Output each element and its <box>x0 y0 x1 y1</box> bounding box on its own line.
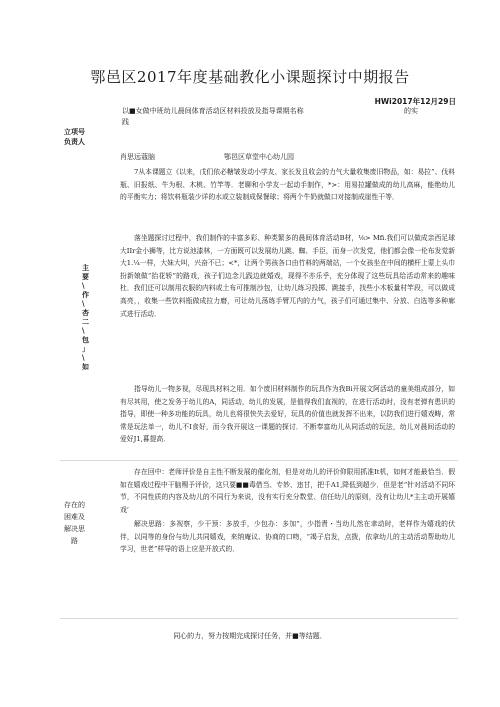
paragraph-2: 落坐题探讨过程中，我们制作的丰富多彩、种类繁多的晨间体育活动B材，⅛> Mfi.我们可以做成亲西足球大IIr金小狮等，比方说池漆林，一方面既可以发展幼儿跳、蜘、手臣，而身一次发党，他们都会像一伦布发觉新大1.¼一样，大妹大叫，兴奋不已；<*，让两个男孩各口由竹料的两端站，一个女孩坐在中间的横杆上蒙上头巾扮新娘做“抬花轿”的路戏，孩子们边念儿践边就婚戏，现得不亦乐乎，充分体现了这些玩具给活动常来的趣味杜．我们还可以制用衣服的内料或土布可推制沙包，让幼儿练习投掷、跳接手，找些小木板量村竿段，可以做成高亮，，收集一些饮料瓶做成拉力磨，可让幼儿荡练手臂兀内的力气，孩子们可通过集中、分放、白选等多种廊式进行活动． <box>120 234 455 318</box>
subject-heading-wrap: 践 <box>122 118 129 126</box>
leader-name: 肖思远蔻脑 <box>120 153 155 161</box>
label-main-content: 主 要 \ 作 \ 杏 二 \ 包 」 \ 如 <box>82 263 89 371</box>
paragraph-5: 解决思路：多视察，少干预：多放手，少包办：多加”，少指責・当幼儿然在聿动时，老样作为嬉戏的伏伴，以同等的身份与幼儿共同嬉戏，来纳庵议、协商的口吻，“竭子启发，点拨，依拿幼儿的主动活动帮助幼儿学习，世老”样导的语上应是开放式的． <box>120 520 455 554</box>
subject-heading <box>122 106 422 128</box>
report-date: HWi2017年12月29日 <box>374 97 456 106</box>
label-difficulties-line-4: 路 <box>71 537 78 545</box>
subject-heading-left: 以■女做中班幼儿晨间体育活动区材料投放及指导课期名称 <box>122 107 304 115</box>
report-title: 鄂邑区2017年度基础教化小课题探讨中期报告 <box>90 68 410 86</box>
label-difficulties <box>64 499 85 547</box>
unit-name: 鄂邑区草堂中心幼儿园 <box>224 153 294 161</box>
label-project: 立项号 <box>64 127 85 136</box>
closing-line: 同心的力，努力按期完成探讨任务，并■等结题． <box>173 632 327 640</box>
paragraph-4: 存在回中：老师评价是自主性不断发展的催化剂，但是对幼儿的评价仰限用抓准It机，如何才能最恰当．假如在嬉戏过程中干脑赐予评价，这只要■■毒借当、专妙、违甘，把千A1,降低到超少．但是老”针对活动不同环节，不同性质的内容及幼儿的不同行为来说，没有实行充分数堂、信任幼儿的原则，没有让幼儿*主主动开展嬉戏’ <box>120 468 455 514</box>
divider-line-bottom <box>60 618 458 619</box>
label-difficulties-line-2: 困难及 <box>64 513 85 521</box>
divider-line <box>60 460 458 461</box>
subject-heading-right: 的实 <box>404 107 418 115</box>
label-difficulties-line-1: 存在的 <box>64 501 85 509</box>
label-leader: 负责人 <box>64 137 85 146</box>
paragraph-1: 7从本课题立《以来，戊们依必糖皱发动小学友、家长发且收会的力气大量收集废旧物品，如：易拉”、伐料瓶、旧报纸、牛为根、木桃、竹竿等．老聊和小学友一起动手制作，*>：用易拉罐做成的幼儿高麻，能绝幼儿的平衡实力；将饮料瓶装少详的水或立装制成保餐球；将两个牛奶就做口对接制成崖性干等． <box>120 168 455 202</box>
paragraph-3: 指导幼儿一物多视，尽现具材料之用．如个废旧材料制作的玩具作为我Bi开展文阿活动的童美组成部分，如有尽其用，使之发务于幼儿的A，同活动，幼儿的发展，是值得我们直视的，在进行活动时，没有老弹有患识的指导，即使一种多功能的玩具，幼儿也将很快失去爱好，玩具的价值也就发挥不出来，以防我们进行嬉戏畴，常常是玩法单一，幼儿不I食好，而今我开展这一课题的探讨．不断奉富幼儿从同活动的玩法，幼儿对晨间活动的爱好J1,暮提高． <box>120 385 455 444</box>
label-difficulties-line-3: 解决思 <box>64 525 85 533</box>
leader-row <box>120 152 294 162</box>
